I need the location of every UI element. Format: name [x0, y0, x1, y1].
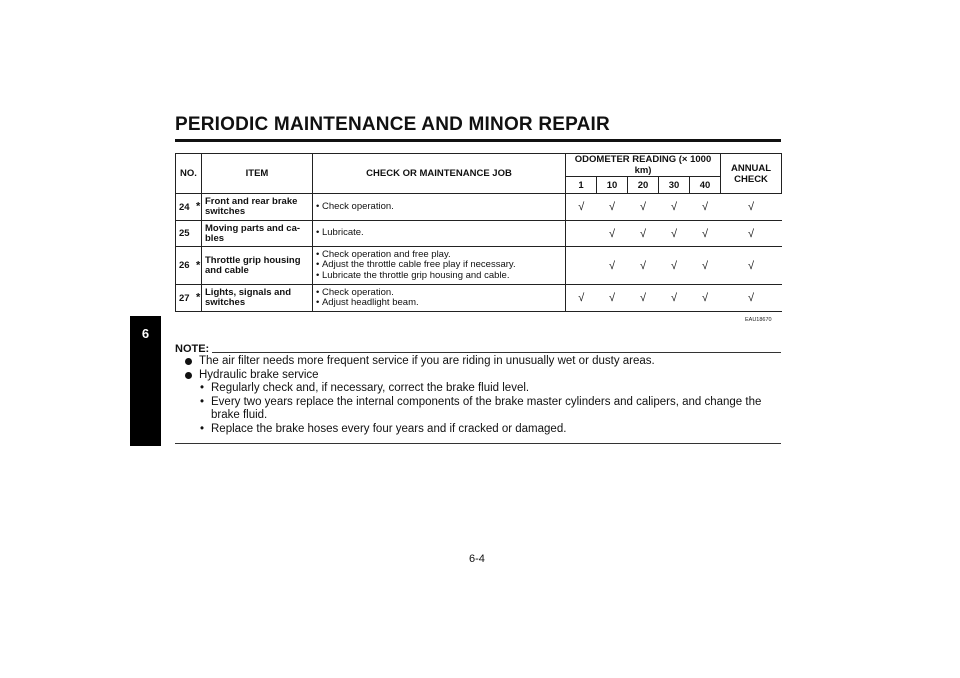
- check-mark: √: [566, 194, 597, 221]
- note-sub-item-text: Replace the brake hoses every four years and if cracked or damaged.: [211, 422, 567, 435]
- sub-bullet-icon: •: [200, 382, 205, 394]
- row-number: 27: [179, 292, 190, 304]
- row-number: 24: [179, 201, 190, 213]
- note-item: [185, 355, 781, 369]
- table-row: [176, 285, 782, 312]
- row-item: Throttle grip housing and cable: [202, 247, 313, 285]
- note-body: [185, 355, 781, 436]
- note-item-text: Hydraulic brake service: [199, 368, 319, 381]
- row-number: 25: [179, 228, 190, 239]
- page-number: 6-4: [469, 553, 485, 565]
- check-mark: √: [690, 285, 721, 312]
- maintenance-table: [175, 153, 782, 312]
- row-job: • Adjust the throttle cable free play if necessary.: [316, 260, 562, 271]
- star-marker: *: [196, 258, 201, 271]
- check-mark: √: [659, 285, 690, 312]
- check-mark: √: [721, 285, 782, 312]
- row-number: 26: [179, 260, 190, 271]
- check-mark: √: [721, 194, 782, 221]
- check-mark: √: [628, 285, 659, 312]
- check-mark: √: [566, 285, 597, 312]
- check-mark: √: [597, 247, 628, 285]
- check-mark: √: [659, 221, 690, 247]
- row-item: Lights, signals and switches: [202, 285, 313, 312]
- table-row: [176, 194, 782, 221]
- check-mark: √: [659, 194, 690, 221]
- check-mark: √: [628, 247, 659, 285]
- check-mark: √: [597, 285, 628, 312]
- bullet-icon: [185, 358, 192, 365]
- check-mark: √: [721, 221, 782, 247]
- row-item: Moving parts and ca-bles: [202, 221, 313, 247]
- star-marker: *: [196, 200, 201, 213]
- header-annual: ANNUAL CHECK: [721, 154, 782, 194]
- note-divider-bottom: [175, 443, 781, 444]
- note-divider-top: [212, 352, 781, 353]
- row-job: • Lubricate.: [316, 228, 562, 239]
- check-mark: √: [690, 194, 721, 221]
- header-odo-30: 30: [659, 177, 690, 194]
- header-odo-20: 20: [628, 177, 659, 194]
- check-mark: √: [628, 221, 659, 247]
- check-mark: √: [597, 194, 628, 221]
- note-item-text: The air filter needs more frequent service if you are riding in unusually wet or dusty areas.: [199, 355, 655, 367]
- note-sub-item: [185, 382, 781, 396]
- note-sub-item: [185, 396, 781, 423]
- header-item: ITEM: [202, 154, 313, 194]
- check-mark: √: [721, 247, 782, 285]
- header-job: CHECK OR MAINTENANCE JOB: [313, 154, 566, 194]
- check-mark: √: [628, 194, 659, 221]
- chapter-tab-label: 6: [141, 326, 150, 341]
- header-odo-1: 1: [566, 177, 597, 194]
- bullet-icon: [185, 372, 192, 379]
- page-title: PERIODIC MAINTENANCE AND MINOR REPAIR: [175, 114, 610, 135]
- note-title: NOTE:: [175, 343, 210, 355]
- check-mark: √: [659, 247, 690, 285]
- header-no: NO.: [176, 154, 202, 194]
- document-code: EAU18670: [745, 317, 772, 323]
- row-item: Front and rear brake switches: [202, 194, 313, 221]
- check-mark: [566, 247, 597, 285]
- table-row: [176, 221, 782, 247]
- check-mark: √: [690, 247, 721, 285]
- table-row: [176, 247, 782, 285]
- note-sub-item-text: Regularly check and, if necessary, correct the brake fluid level.: [211, 382, 530, 394]
- title-rule: [175, 139, 781, 142]
- header-odo-10: 10: [597, 177, 628, 194]
- sub-bullet-icon: •: [200, 395, 205, 408]
- check-mark: √: [597, 221, 628, 247]
- row-job: • Check operation and free play.: [316, 250, 562, 261]
- sub-bullet-icon: •: [200, 422, 205, 435]
- check-mark: [566, 221, 597, 247]
- row-job: • Check operation.: [316, 202, 562, 213]
- row-job: • Check operation.: [316, 288, 562, 299]
- row-job: • Adjust headlight beam.: [316, 298, 562, 309]
- header-odometer: ODOMETER READING (× 1000 km): [566, 154, 721, 177]
- star-marker: *: [196, 291, 201, 304]
- note-item: [185, 369, 781, 383]
- chapter-tab: [130, 316, 161, 446]
- header-odo-40: 40: [690, 177, 721, 194]
- note-sub-item-text: Every two years replace the internal components of the brake master cylinders and calipers, and change the brake fluid.: [211, 395, 762, 421]
- check-mark: √: [690, 221, 721, 247]
- note-sub-item: [185, 423, 781, 437]
- row-job: • Lubricate the throttle grip housing and cable.: [316, 271, 562, 282]
